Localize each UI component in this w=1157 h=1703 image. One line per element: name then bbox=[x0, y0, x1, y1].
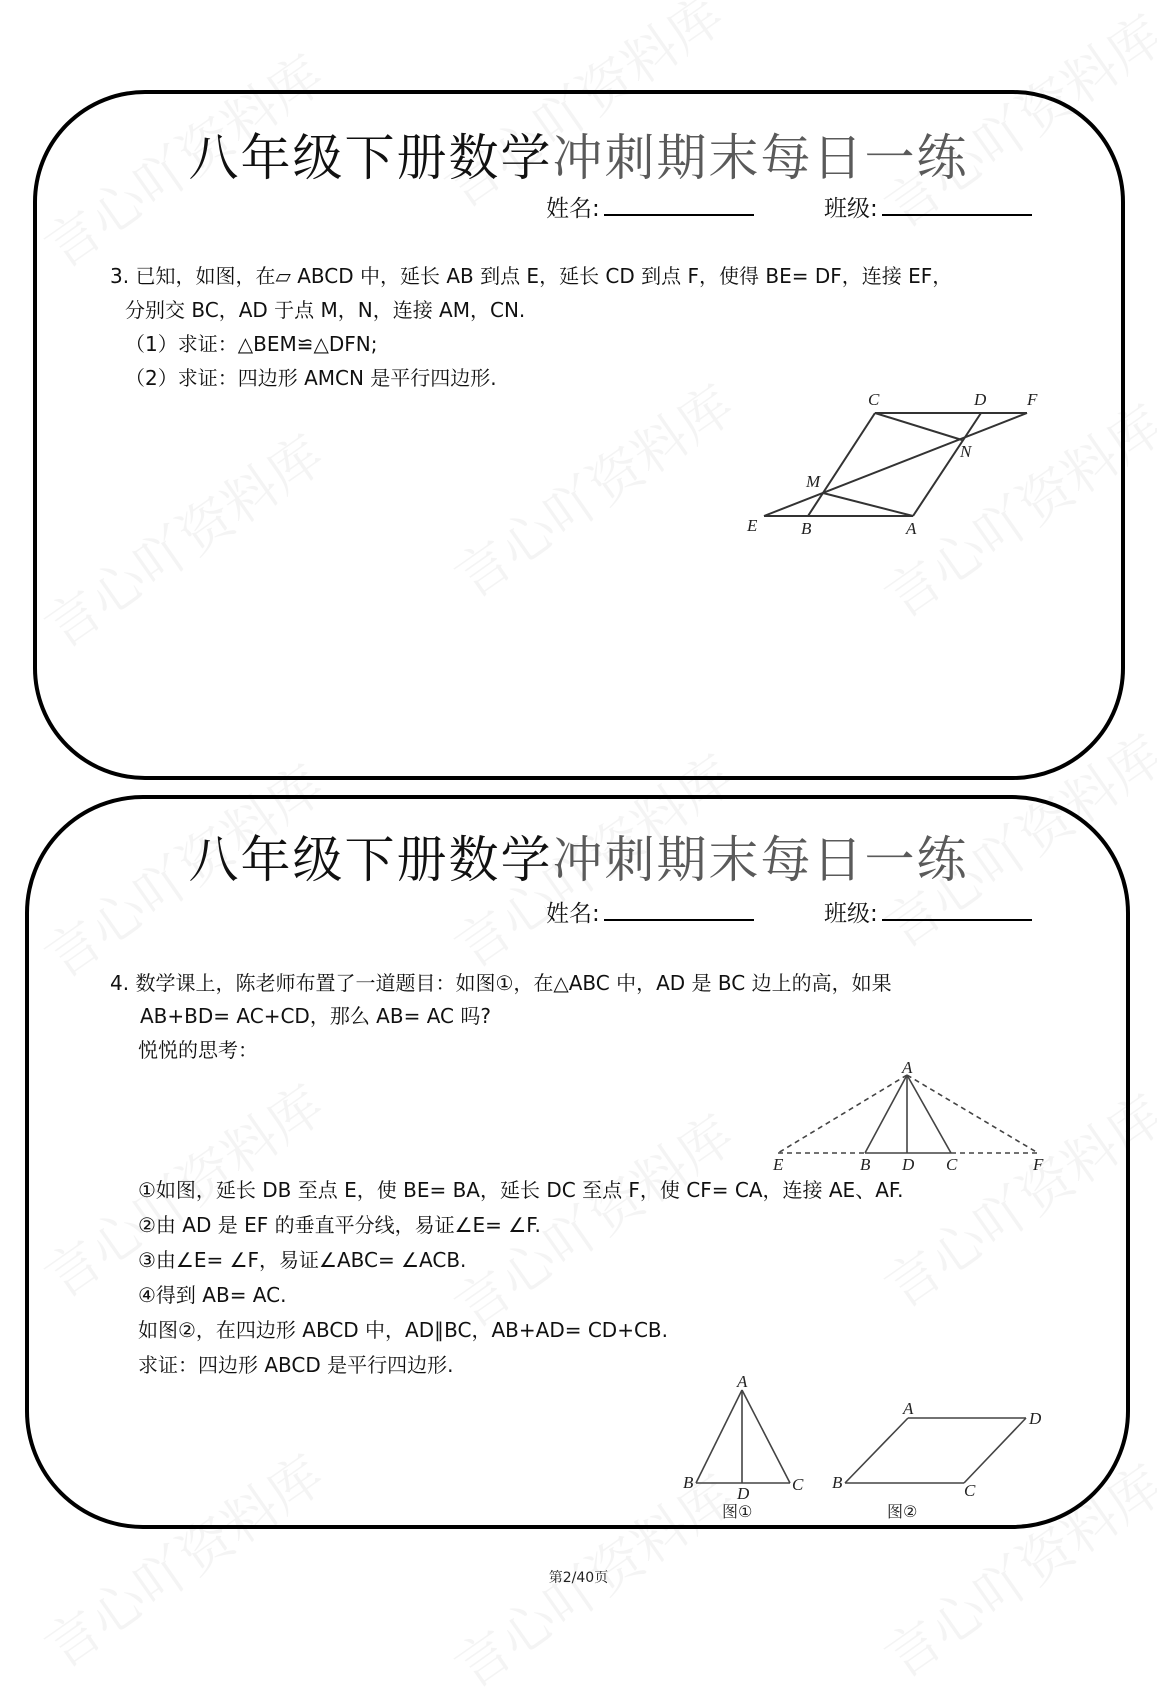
q3-line1 bbox=[110, 266, 952, 286]
q4-step-3: ③由∠E= ∠F，易证∠ABC= ∠ACB. bbox=[138, 1248, 467, 1272]
page-number: 第2/40页 bbox=[548, 1570, 609, 1586]
title-part-gray: 冲刺期末每日一练 bbox=[552, 129, 969, 187]
page-title bbox=[0, 118, 1157, 190]
class-blank[interactable] bbox=[882, 192, 1032, 216]
q4-step-1: ①如图，延长 DB 至点 E，使 BE= BA，延长 DC 至点 F，使 CF= CA，连接 AE、AF. bbox=[138, 1178, 904, 1202]
title-part-gray: 冲刺期末每日一练 bbox=[552, 831, 969, 889]
title-part-dark: 八年级下册数学 bbox=[188, 831, 553, 889]
name-label: 姓名: bbox=[546, 196, 600, 222]
q4-step-4: ④得到 AB= AC. bbox=[138, 1283, 287, 1307]
label-A: A bbox=[737, 1372, 748, 1391]
q4-line1: 4. 数学课上，陈老师布置了一道题目：如图①，在△ABC 中，AD 是 BC 边上的高，如果 bbox=[110, 971, 892, 995]
label-D: D bbox=[902, 1155, 915, 1174]
label-A: A bbox=[902, 1058, 913, 1077]
label-D: D bbox=[974, 390, 987, 409]
q4-thinking-label: 悦悦的思考： bbox=[138, 1038, 258, 1062]
label-C: C bbox=[792, 1475, 804, 1494]
class-field[interactable] bbox=[824, 190, 1032, 223]
figure-1-caption: 图① bbox=[722, 1502, 753, 1521]
figure-2-caption: 图② bbox=[887, 1502, 918, 1521]
label-N: N bbox=[960, 442, 972, 461]
label-A: A bbox=[906, 519, 917, 538]
label-F: F bbox=[1027, 390, 1038, 409]
label-M: M bbox=[806, 472, 821, 491]
label-B: B bbox=[683, 1473, 694, 1492]
q3-line1-prefix: 3. 已知，如图，在▱ bbox=[110, 264, 298, 288]
label-D: D bbox=[1029, 1409, 1042, 1428]
title-part-dark: 八年级下册数学 bbox=[188, 129, 553, 187]
name-blank[interactable] bbox=[604, 897, 754, 921]
label-A: A bbox=[903, 1399, 914, 1418]
q3-line2: 分别交 BC，AD 于点 M，N，连接 AM，CN. bbox=[125, 298, 526, 322]
class-blank[interactable] bbox=[882, 897, 1032, 921]
q3-line1-rest: ABCD 中，延长 AB 到点 E，延长 CD 到点 F，使得 BE= DF，连接 EF， bbox=[297, 264, 953, 288]
class-field-2[interactable] bbox=[824, 895, 1032, 928]
label-C: C bbox=[946, 1155, 958, 1174]
name-field-2[interactable] bbox=[546, 895, 754, 928]
label-D: D bbox=[737, 1484, 750, 1503]
label-C: C bbox=[868, 390, 880, 409]
label-F: F bbox=[1033, 1155, 1044, 1174]
class-label: 班级: bbox=[824, 901, 878, 927]
class-label: 班级: bbox=[824, 196, 878, 222]
label-C: C bbox=[964, 1481, 976, 1500]
q4-step-2: ②由 AD 是 EF 的垂直平分线，易证∠E= ∠F. bbox=[138, 1213, 541, 1237]
label-E: E bbox=[747, 516, 758, 535]
page-title-2 bbox=[0, 820, 1157, 892]
name-label: 姓名: bbox=[546, 901, 600, 927]
name-blank[interactable] bbox=[604, 192, 754, 216]
label-E: E bbox=[773, 1155, 784, 1174]
q3-part1: （1）求证：△BEM≌△DFN; bbox=[125, 332, 378, 356]
label-B: B bbox=[860, 1155, 871, 1174]
name-field[interactable] bbox=[546, 190, 754, 223]
q4-prove: 求证：四边形 ABCD 是平行四边形. bbox=[138, 1353, 454, 1377]
label-B: B bbox=[801, 519, 812, 538]
label-B: B bbox=[832, 1473, 843, 1492]
q4-line2: AB+BD= AC+CD，那么 AB= AC 吗? bbox=[140, 1004, 491, 1028]
q4-problem: 如图②，在四边形 ABCD 中，AD∥BC，AB+AD= CD+CB. bbox=[138, 1318, 668, 1342]
q3-part2: （2）求证：四边形 AMCN 是平行四边形. bbox=[125, 366, 497, 390]
